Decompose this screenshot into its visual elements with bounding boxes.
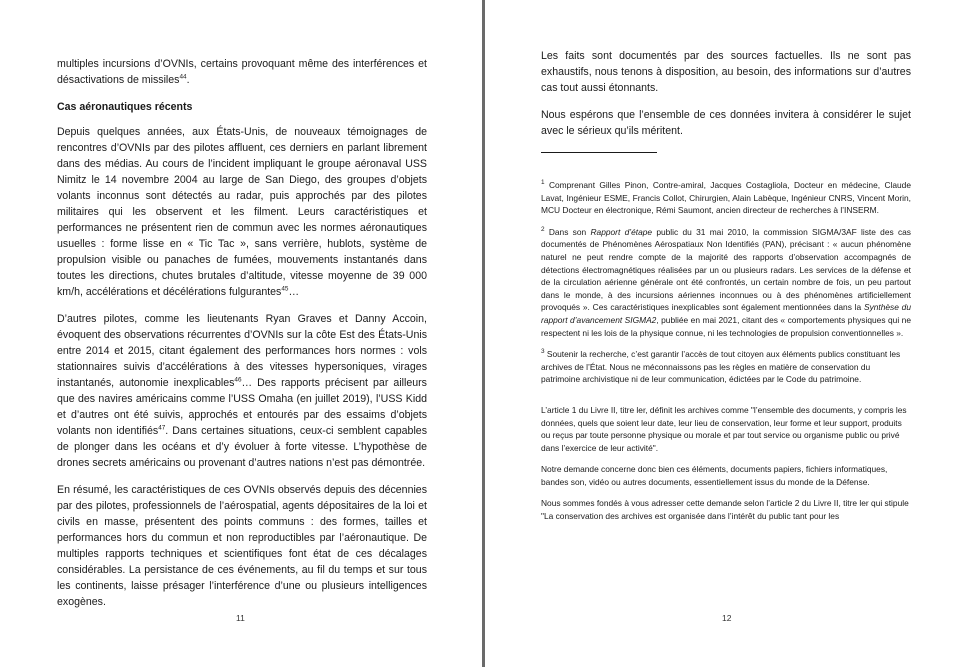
footnote-2: $^2$ Dans son Rapport d’étape public du 31 mai 2010, la commission SIGMA/3AF liste des cas documentés de Phénomènes Aérospatiaux Non Identifiés (PAN), précisant : « aucun phénomène naturel ne peut rendre compte de la majorité des rapports d’observation accompagnés de détections électromagnétiques réalisées par un ou plusieurs radars. Les services de la défense et de la circulation aérienne générale ont été confrontés, un certain nombre de fois, un peu partout dans le monde, à des incursions aériennes inconnues ou à des phénomènes artificiellement provoqués ». Ces caractéristiques inexplicables sont également mentionnées dans la Synthèse du rapport d’avancement SIGMA2, publiée en mai 2021, citant des « comportements physiques qui ne respectent ni les lois de la physique connue, ni les technologies de propulsion conventionnelles ». [541, 225, 912, 338]
page-right-text-column [541, 48, 911, 532]
paragraph-missile-incursions: multiples incursions d’OVNIs, certains provoquant même des interférences et désactivations de missiles$^{44}$. [57, 58, 427, 86]
footnote-ref-45[interactable]: 45 [281, 285, 289, 293]
page-right [485, 0, 960, 667]
footnote-ref-44[interactable]: 44 [179, 73, 187, 81]
paragraph-nimitz-incident: Depuis quelques années, aux États-Unis, de nouveaux témoignages de rencontres d’OVNIs par des pilotes affluent, ces derniers en parlant librement dans des médias. Au cours de l’incident impliquant le groupe aéronaval USS Nimitz le 14 novembre 2004 au large de San Diego, des groupes d’objets volants inconnus sont détectés au radar, puis approchés par des pilotes militaires qui les observent et les filment. Leurs caractéristiques et performances ne présentent rien de commun avec les normes aéronautiques usuelles : forme lisse en « Tic Tac », sans verrière, hublots, système de propulsion visible ou panaches de fumées, mouvements instantanés dans toutes les directions, chutes brutales d’altitude, vitesse moyenne de 39 000 km/h, accélérations et décélérations fulgurantes$^{45}$… [57, 126, 427, 298]
paragraph-closing-hope: Nous espérons que l’ensemble de ces données invitera à considérer le sujet avec le sérieux qu’ils méritent. [541, 109, 911, 137]
footnote-3: $^3$ Soutenir la recherche, c’est garantir l’accès de tout citoyen aux éléments publics constituant les archives de l’État. Nous ne méconnaissons pas les règles en matière de conservation du patrimoine archivistique ni de leur communication, édictées par le Code du patrimoine. [541, 348, 901, 385]
footnote-3-article-1: L’article 1 du Livre II, titre ler, définit les archives comme "l’ensemble des documents, y compris les données, quels que soient leur date, leur lieu de conservation, leur forme et leur support, produits ou reçus par toute personne physique ou morale et par tout service ou organisme public ou privé dans l’exercice de leur activité". [541, 404, 907, 453]
footnote-separator [541, 152, 657, 153]
page-number-left: 11 [236, 613, 245, 623]
footnote-3-article-2: Nous sommes fondés à vous adresser cette demande selon l’article 2 du Livre II, titre ler qui stipule "La conservation des archives est organisée dans l’intérêt du public tant pour les [541, 498, 909, 522]
section-heading: Cas aéronautiques récents [57, 101, 193, 113]
page-number-right: 12 [722, 613, 732, 623]
footnote-3-request-scope: Notre demande concerne donc bien ces éléments, documents papiers, fichiers informatiques, bandes son, vidéo ou autres documents, essentiellement issus du monde de la Défense. [541, 464, 888, 487]
footnote-ref-47[interactable]: 47 [158, 424, 166, 432]
footnote-ref-46[interactable]: 46 [234, 376, 242, 384]
footnote-1: $^1$ Comprenant Gilles Pinon, Contre-amiral, Jacques Costagliola, Docteur en médecine, Claude Lavat, Ingénieur ESME, Francis Collot, Chirurgien, Alain Labèque, Ingénieur CNRS, Vincent Morin, MCU Docteur en électronique, Rémi Saumont, ancien directeur de recherches à l’INSERM. [541, 179, 911, 216]
page-left-text-column [57, 56, 427, 621]
paragraph-documented-facts: Les faits sont documentés par des sources factuelles. Ils ne sont pas exhaustifs, nous tenons à disposition, au besoin, des informations sur d’autres cas tout aussi étonnants. [541, 50, 911, 94]
paragraph-summary: En résumé, les caractéristiques de ces OVNIs observés depuis des décennies par des pilotes, professionnels de l’aérospatial, agents dépositaires de la loi et civils en masse, présentent des points communs : des formes, tailles et performances hors du commun et non reproductibles par l’aéronautique. De multiples rapports techniques et scientifiques font état de ces décalages considérables. La persistance de ces événements, au fil du temps et sur tous les continents, laisse présager l’interférence d’une ou plusieurs intelligences exogènes. [57, 484, 427, 608]
paragraph-east-coast-pilots: D’autres pilotes, comme les lieutenants Ryan Graves et Danny Accoin, évoquent des observations récurrentes d’OVNIs sur la côte Est des États-Unis entre 2014 et 2015, citant également des performances hors normes : vols stationnaires suivis d’accélérations à des vitesses hypersoniques, virages instantanés, autonomie inexplicables$^{46}$… Des rapports précisent par ailleurs que des navires américains comme l’USS Omaha (en juillet 2019), l’USS Kidd et d’autres ont été suivis, approchés et entourés par des essaims d’objets volants non identifiés$^{47}$. Dans certaines situations, ceux-ci semblent capables de plonger dans les océans et d’y évoluer à forte vitesse. L’hypothèse de drones secrets américains ou provenant d’autres nations n’est pas démontrée. [57, 313, 427, 469]
